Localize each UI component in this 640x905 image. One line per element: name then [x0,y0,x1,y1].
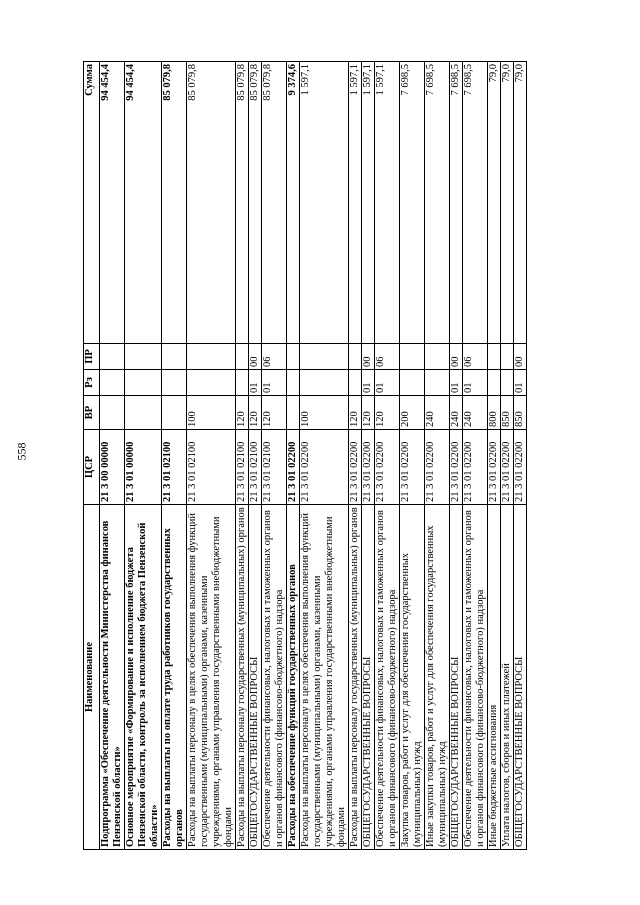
rotated-page [83,62,615,850]
cell-sum: 7 698,5 [400,62,425,344]
cell-pr: 06 [375,344,400,370]
cell-csr: 21 3 01 02200 [425,430,450,505]
cell-name: ОБЩЕГОСУДАРСТВЕННЫЕ ВОПРОСЫ [450,505,463,850]
cell-pr [236,344,249,370]
cell-csr: 21 3 01 02200 [287,430,300,505]
table-row [501,62,514,850]
cell-csr: 21 3 01 02100 [249,430,262,505]
cell-vr: 120 [236,396,249,430]
cell-sum: 94 454,4 [125,62,162,344]
header-vr: ВР [84,396,100,430]
cell-vr [100,396,125,430]
cell-rz: 01 [249,370,262,396]
cell-sum: 79,0 [501,62,514,344]
cell-pr [100,344,125,370]
cell-csr: 21 3 01 02200 [514,430,527,505]
cell-name: Уплата налогов, сборов и иных платежей [501,505,514,850]
cell-sum: 94 454,4 [100,62,125,344]
page-number: 558 [14,442,29,461]
cell-pr: 06 [463,344,488,370]
cell-rz [162,370,187,396]
cell-name: Обеспечение деятельности финансовых, налоговых и таможенных органов и органов финансового (финансово-бюджетного) надзора [262,505,287,850]
cell-pr: 06 [262,344,287,370]
cell-vr: 120 [362,396,375,430]
cell-rz: 01 [463,370,488,396]
cell-vr: 120 [249,396,262,430]
cell-pr [300,344,349,370]
cell-csr: 21 3 01 02200 [375,430,400,505]
cell-pr [349,344,362,370]
cell-sum: 1 597,1 [362,62,375,344]
table-row [236,62,249,850]
cell-name: Расходы на выплаты персоналу государственных (муниципальных) органов [236,505,249,850]
cell-rz [125,370,162,396]
table-row [400,62,425,850]
table-row [349,62,362,850]
table-header-row [84,62,100,850]
cell-rz [287,370,300,396]
cell-name: Расходы на выплаты персоналу в целях обеспечения выполнения функций государственными (муниципальными) органами, казенными учреждениями, органами управления государственными внебюджетными фондами [187,505,236,850]
header-name: Наименование [84,505,100,850]
cell-name: Закупка товаров, работ и услуг для обеспечения государственных (муниципальных) нужд [400,505,425,850]
cell-vr [125,396,162,430]
cell-csr: 21 3 01 02100 [162,430,187,505]
cell-sum: 1 597,1 [349,62,362,344]
header-csr: ЦСР [84,430,100,505]
cell-vr [162,396,187,430]
cell-vr: 240 [450,396,463,430]
cell-csr: 21 3 01 02200 [501,430,514,505]
cell-pr [501,344,514,370]
cell-pr [488,344,501,370]
cell-name: ОБЩЕГОСУДАРСТВЕННЫЕ ВОПРОСЫ [362,505,375,850]
cell-pr [287,344,300,370]
table-row [450,62,463,850]
table-row [287,62,300,850]
cell-csr: 21 3 01 02200 [488,430,501,505]
cell-pr: 00 [362,344,375,370]
cell-vr: 850 [501,396,514,430]
cell-name: Обеспечение деятельности финансовых, налоговых и таможенных органов и органов финансового (финансово-бюджетного) надзора [463,505,488,850]
cell-name: ОБЩЕГОСУДАРСТВЕННЫЕ ВОПРОСЫ [249,505,262,850]
table-row [125,62,162,850]
cell-rz [236,370,249,396]
budget-table [83,61,527,850]
cell-rz [488,370,501,396]
cell-sum: 7 698,5 [463,62,488,344]
cell-sum: 9 374,6 [287,62,300,344]
cell-sum: 85 079,8 [162,62,187,344]
cell-csr: 21 3 01 02200 [400,430,425,505]
cell-vr [287,396,300,430]
table-row [100,62,125,850]
cell-sum: 79,0 [514,62,527,344]
cell-rz [187,370,236,396]
cell-csr: 21 3 01 02100 [236,430,249,505]
table-row [425,62,450,850]
cell-csr: 21 3 01 02200 [362,430,375,505]
cell-rz [501,370,514,396]
cell-pr [125,344,162,370]
table-row [463,62,488,850]
cell-rz [400,370,425,396]
cell-sum: 85 079,8 [249,62,262,344]
cell-csr: 21 3 01 02200 [300,430,349,505]
cell-rz: 01 [262,370,287,396]
cell-vr: 100 [187,396,236,430]
cell-sum: 85 079,8 [236,62,249,344]
cell-rz [100,370,125,396]
table-row [514,62,527,850]
cell-sum: 7 698,5 [450,62,463,344]
cell-csr: 21 3 01 02200 [463,430,488,505]
cell-rz: 01 [375,370,400,396]
table-row [262,62,287,850]
cell-rz: 01 [362,370,375,396]
table-row [187,62,236,850]
cell-csr: 21 3 01 02100 [262,430,287,505]
cell-csr: 21 3 01 02200 [349,430,362,505]
cell-sum: 85 079,8 [187,62,236,344]
cell-pr [400,344,425,370]
cell-rz [300,370,349,396]
cell-pr [187,344,236,370]
cell-rz: 01 [514,370,527,396]
cell-name: Основное мероприятие «Формирование и исполнение бюджета Пензенской области, контроль за исполнением бюджета Пензенской области» [125,505,162,850]
cell-rz: 01 [450,370,463,396]
cell-pr: 00 [249,344,262,370]
cell-name: Подпрограмма «Обеспечение деятельности Министерства финансов Пензенской области» [100,505,125,850]
cell-name: Расходы на выплаты по оплате труда работников государственных органов [162,505,187,850]
cell-vr: 240 [425,396,450,430]
cell-vr: 800 [488,396,501,430]
table-row [249,62,262,850]
cell-vr: 120 [375,396,400,430]
header-sum: Сумма [84,62,100,344]
cell-name: Расходы на обеспечение функций государственных органов [287,505,300,850]
cell-csr: 21 3 01 02100 [187,430,236,505]
cell-csr: 21 3 01 02200 [450,430,463,505]
cell-name: ОБЩЕГОСУДАРСТВЕННЫЕ ВОПРОСЫ [514,505,527,850]
header-pr: ПР [84,344,100,370]
cell-name: Иные бюджетные ассигнования [488,505,501,850]
table-wrapper [83,62,615,850]
cell-pr: 00 [514,344,527,370]
cell-name: Расходы на выплаты персоналу государственных (муниципальных) органов [349,505,362,850]
table-row [488,62,501,850]
header-rz: Рз [84,370,100,396]
cell-sum: 1 597,1 [375,62,400,344]
cell-vr: 240 [463,396,488,430]
cell-sum: 1 597,1 [300,62,349,344]
cell-vr: 200 [400,396,425,430]
cell-sum: 79,0 [488,62,501,344]
cell-pr: 00 [450,344,463,370]
cell-name: Обеспечение деятельности финансовых, налоговых и таможенных органов и органов финансового (финансово-бюджетного) надзора [375,505,400,850]
table-row [300,62,349,850]
cell-rz [425,370,450,396]
cell-sum: 85 079,8 [262,62,287,344]
table-body [100,62,527,850]
cell-vr: 120 [262,396,287,430]
table-row [162,62,187,850]
table-row [375,62,400,850]
cell-csr: 21 3 00 00000 [100,430,125,505]
cell-csr: 21 3 01 00000 [125,430,162,505]
cell-vr: 850 [514,396,527,430]
cell-pr [162,344,187,370]
table-row [362,62,375,850]
cell-vr: 100 [300,396,349,430]
cell-rz [349,370,362,396]
cell-sum: 7 698,5 [425,62,450,344]
cell-name: Иные закупки товаров, работ и услуг для обеспечения государственных (муниципальных) нужд [425,505,450,850]
cell-vr: 120 [349,396,362,430]
cell-pr [425,344,450,370]
cell-name: Расходы на выплаты персоналу в целях обеспечения выполнения функций государственными (муниципальными) органами, казенными учреждениями, органами управления государственными внебюджетными фондами [300,505,349,850]
